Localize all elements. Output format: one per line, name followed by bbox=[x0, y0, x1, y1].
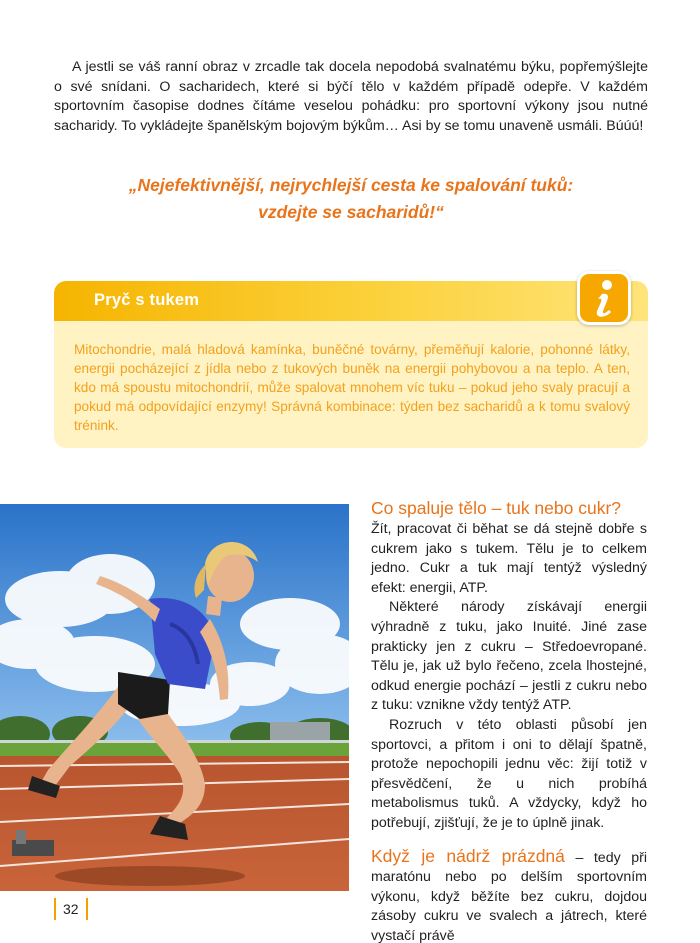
pull-quote-line-2: vzdejte se sacharidů!“ bbox=[258, 202, 444, 222]
info-box bbox=[54, 281, 648, 448]
article-column bbox=[371, 497, 647, 943]
sprinter-photo bbox=[0, 504, 349, 891]
article-lead-heading: Když je nádrž prázdná bbox=[371, 845, 565, 866]
pull-quote-line-1: „Nejefektivnější, nejrychlejší cesta ke spalování tuků: bbox=[128, 175, 574, 195]
intro-paragraph: A jestli se váš ranní obraz v zrcadle tak docela nepodobá svalnatému býku, popřemýšlejte o své snídani. O sacharidech, které si býčí tělo v každém případě odepře. V každém sportovním časopise dodnes čítáme veselou pohádku: pro sportovní výkony jsou nutné sacharidy. To vykládejte španělským bojovým býkům… Asi by se tomu unaveně usmáli. Búúú! bbox=[54, 59, 648, 134]
info-box-text: Mitochondrie, malá hladová kamínka, buněčné továrny, přeměňují kalorie, pohonné látky, energii pocházející z jídla nebo z tukových buněk na energii pohybovou a na teplo. A ten, kdo má spoustu mitochondrií, může spalovat mnohem víc tuku – pokud jeho svaly pracují a pokud má odpovídající enzymy! Správná kombinace: týden bez sacharidů a k tomu svalový trénink. bbox=[74, 342, 630, 433]
article-paragraph-4-text: – tedy při maratónu nebo po delším sportovním výkonu, když běžíte bez cukru, dojdou zásoby cukru ve svalech a játrech, které vystačí právě bbox=[371, 849, 647, 943]
article-paragraph-4 bbox=[371, 847, 647, 943]
article-paragraph-3: Rozruch v této oblasti působí jen sportovci, a přitom i oni to dělají špatně, protože nepochopili jednu věc: žijí totiž v přesvědčení, že u nich probíhá metabolismus tuků. A vždycky, když ho potřebují, zjišťují, že je to úplně jinak. bbox=[371, 716, 647, 831]
info-i-icon bbox=[577, 271, 631, 325]
info-box-title: Pryč s tukem bbox=[94, 291, 200, 309]
page-number: 32 bbox=[54, 898, 88, 920]
pull-quote bbox=[54, 172, 648, 226]
article-paragraph-2: Některé národy získávají energii výhradně z tuku, jako Inuité. Jiné zase prakticky jen z cukru – Středoevropané. Tělu je, jak už bylo řečeno, zcela lhostejné, odkud energie pochází – jestli z cukru nebo z tuku: vznikne vždy tentýž ATP. bbox=[371, 599, 647, 714]
info-box-header bbox=[54, 281, 648, 321]
article-heading: Co spaluje tělo – tuk nebo cukr? bbox=[371, 498, 622, 518]
article-paragraph-1: Žít, pracovat či běhat se dá stejně dobře s cukrem jako s tukem. Tělu je to celkem jedno. Cukr a tuk mají tentýž výsledný efekt: energii, ATP. bbox=[371, 521, 647, 596]
